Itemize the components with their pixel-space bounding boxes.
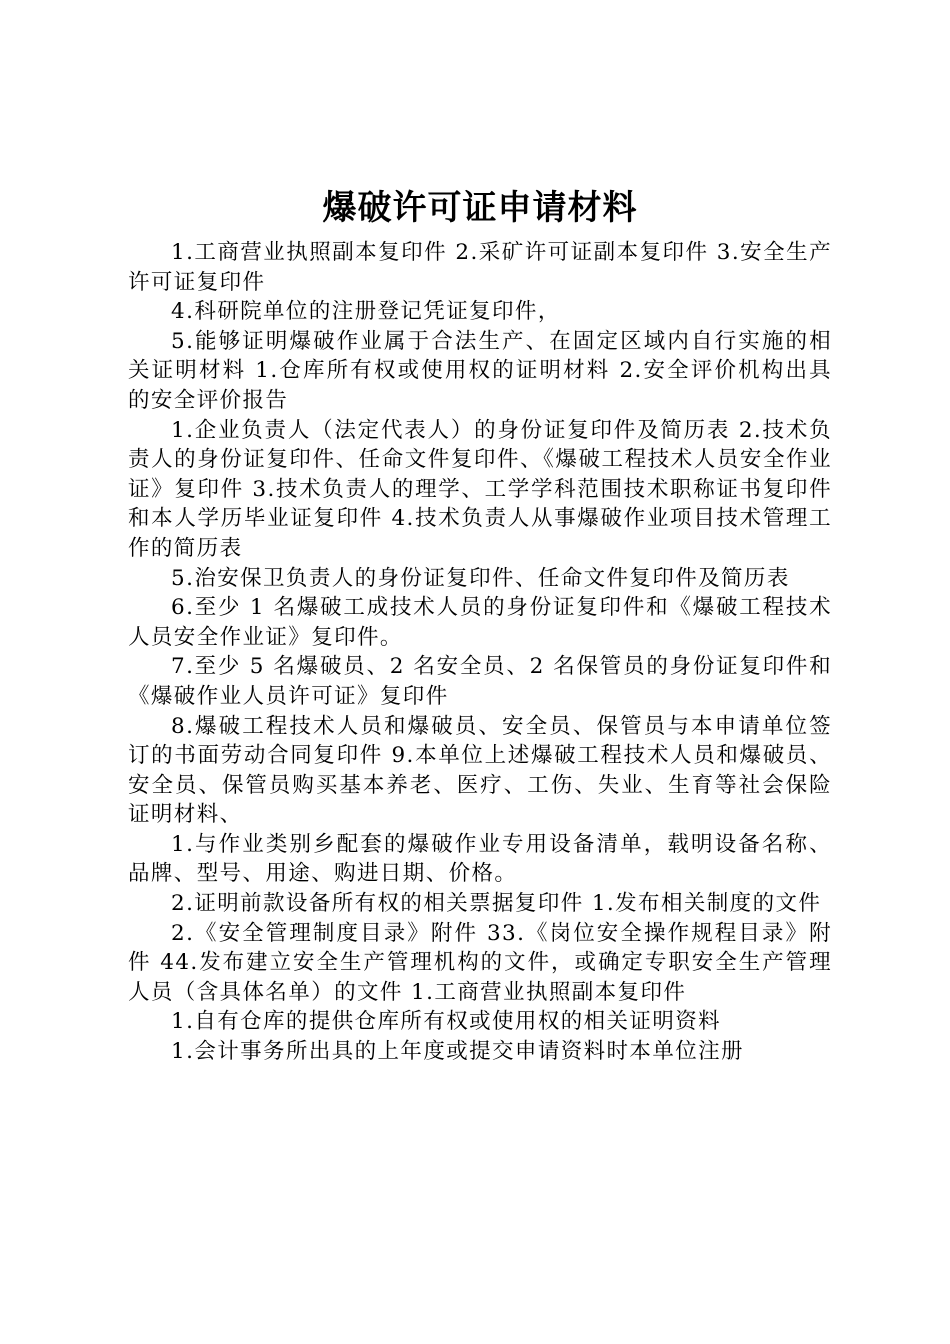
document-page bbox=[128, 180, 832, 1067]
paragraph: 8.爆破工程技术人员和爆破员、安全员、保管员与本申请单位签订的书面劳动合同复印件 9.本单位上述爆破工程技术人员和爆破员、安全员、保管员购买基本养老、医疗、工伤、失业、生育等社会保险证明材料、 bbox=[128, 713, 832, 828]
paragraph: 1.与作业类别乡配套的爆破作业专用设备清单，载明设备名称、品牌、型号、用途、购进日期、价格。 bbox=[128, 831, 832, 887]
paragraph: 1.企业负责人（法定代表人）的身份证复印件及简历表 2.技术负责人的身份证复印件、任命文件复印件、《爆破工程技术人员安全作业证》复印件 3.技术负责人的理学、工学学科范围技术职称证书复印件和本人学历毕业证复印件 4.技术负责人从事爆破作业项目技术管理工作的简历表 bbox=[128, 417, 832, 561]
paragraph: 4.科研院单位的注册登记凭证复印件， bbox=[171, 299, 561, 325]
document-title: 爆破许可证申请材料 bbox=[322, 188, 638, 228]
paragraph: 5.能够证明爆破作业属于合法生产、在固定区域内自行实施的相关证明材料 1.仓库所有权或使用权的证明材料 2.安全评价机构出具的安全评价报告 bbox=[128, 328, 832, 413]
paragraph: 5.治安保卫负责人的身份证复印件、任命文件复印件及简历表 bbox=[171, 565, 790, 591]
paragraph: 2.《安全管理制度目录》附件 33.《岗位安全操作规程目录》附件 44.发布建立安全生产管理机构的文件，或确定专职安全生产管理人员（含具体名单）的文件 1.工商营业执照副本复印件 bbox=[128, 920, 832, 1005]
paragraph: 1.会计事务所出具的上年度或提交申请资料时本单位注册 bbox=[171, 1039, 744, 1065]
paragraph: 2.证明前款设备所有权的相关票据复印件 1.发布相关制度的文件 bbox=[171, 891, 822, 917]
paragraph: 7.至少 5 名爆破员、2 名安全员、2 名保管员的身份证复印件和《爆破作业人员许可证》复印件 bbox=[128, 654, 832, 709]
paragraph: 1.自有仓库的提供仓库所有权或使用权的相关证明资料 bbox=[171, 1009, 722, 1035]
paragraph: 6.至少 1 名爆破工成技术人员的身份证复印件和《爆破工程技术人员安全作业证》复印件。 bbox=[128, 595, 832, 650]
paragraph: 1.工商营业执照副本复印件 2.采矿许可证副本复印件 3.安全生产许可证复印件 bbox=[128, 240, 832, 295]
